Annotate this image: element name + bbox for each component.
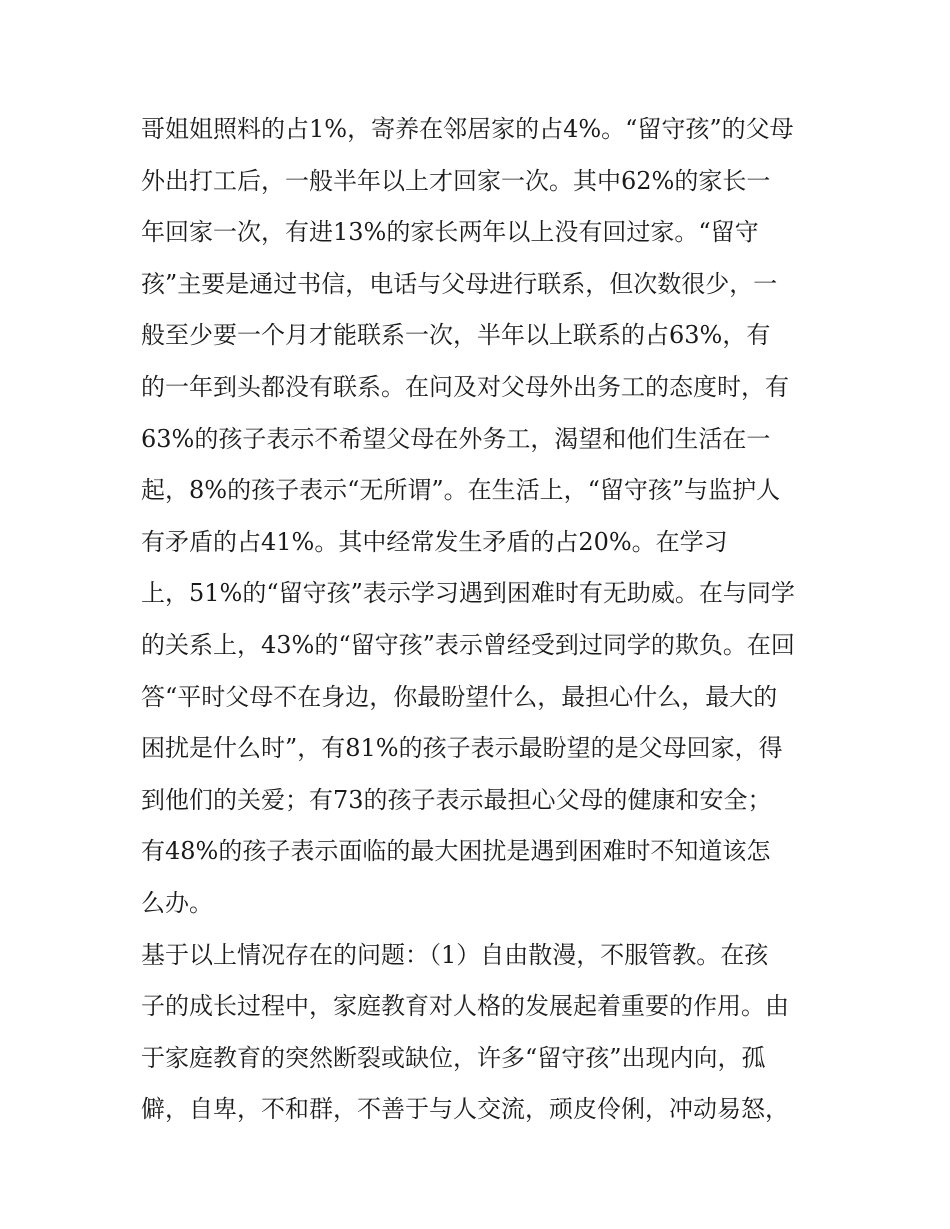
text-line: 的一年到头都没有联系。在问及对父母外出务工的态度时，有 xyxy=(141,372,789,401)
text-line: 有48%的孩子表示面临的最大困扰是遇到困难时不知道该怎 xyxy=(141,837,771,866)
text-line: 哥姐姐照料的占1%，寄养在邻居家的占4%。“留守孩”的父母 xyxy=(141,115,794,143)
text-line: 起，8%的孩子表示“无所谓”。在生活上，“留守孩”与监护人 xyxy=(141,476,781,505)
text-line: 么办。 xyxy=(141,888,213,917)
text-line: 63%的孩子表示不希望父母在外务工，渴望和他们生活在一 xyxy=(141,424,771,453)
text-line: 上，51%的“留守孩”表示学习遇到困难时有无助威。在与同学 xyxy=(141,579,795,608)
text-line: 困扰是什么时”，有81%的孩子表示最盼望的是父母回家，得 xyxy=(141,734,783,763)
text-line: 外出打工后，一般半年以上才回家一次。其中62%的家长一 xyxy=(141,166,771,195)
text-line: 的关系上，43%的“留守孩”表示曾经受到过同学的欺负。在回 xyxy=(141,630,795,659)
text-line: 僻，自卑，不和群，不善于与人交流，顽皮伶俐，冲动易怒， xyxy=(141,1095,789,1124)
text-line: 基于以上情况存在的问题：（1）自由散漫，不服管教。在孩 xyxy=(141,940,769,969)
text-line: 般至少要一个月才能联系一次，半年以上联系的占63%，有 xyxy=(141,321,771,350)
text-line: 有矛盾的占41%。其中经常发生矛盾的占20%。在学习 xyxy=(141,527,728,556)
text-line: 于家庭教育的突然断裂或缺位，许多“留守孩”出现内向，孤 xyxy=(141,1043,766,1072)
text-line: 到他们的关爱；有73的孩子表示最担心父母的健康和安全； xyxy=(141,785,772,814)
text-line: 年回家一次，有进13%的家长两年以上没有回过家。“留守 xyxy=(141,218,759,247)
text-line: 答“平时父母不在身边，你最盼望什么，最担心什么，最大的 xyxy=(141,682,778,711)
text-line: 孩”主要是通过书信，电话与父母进行联系，但次数很少，一 xyxy=(141,269,778,298)
body-text xyxy=(141,104,821,1136)
text-line: 子的成长过程中，家庭教育对人格的发展起着重要的作用。由 xyxy=(141,992,789,1021)
